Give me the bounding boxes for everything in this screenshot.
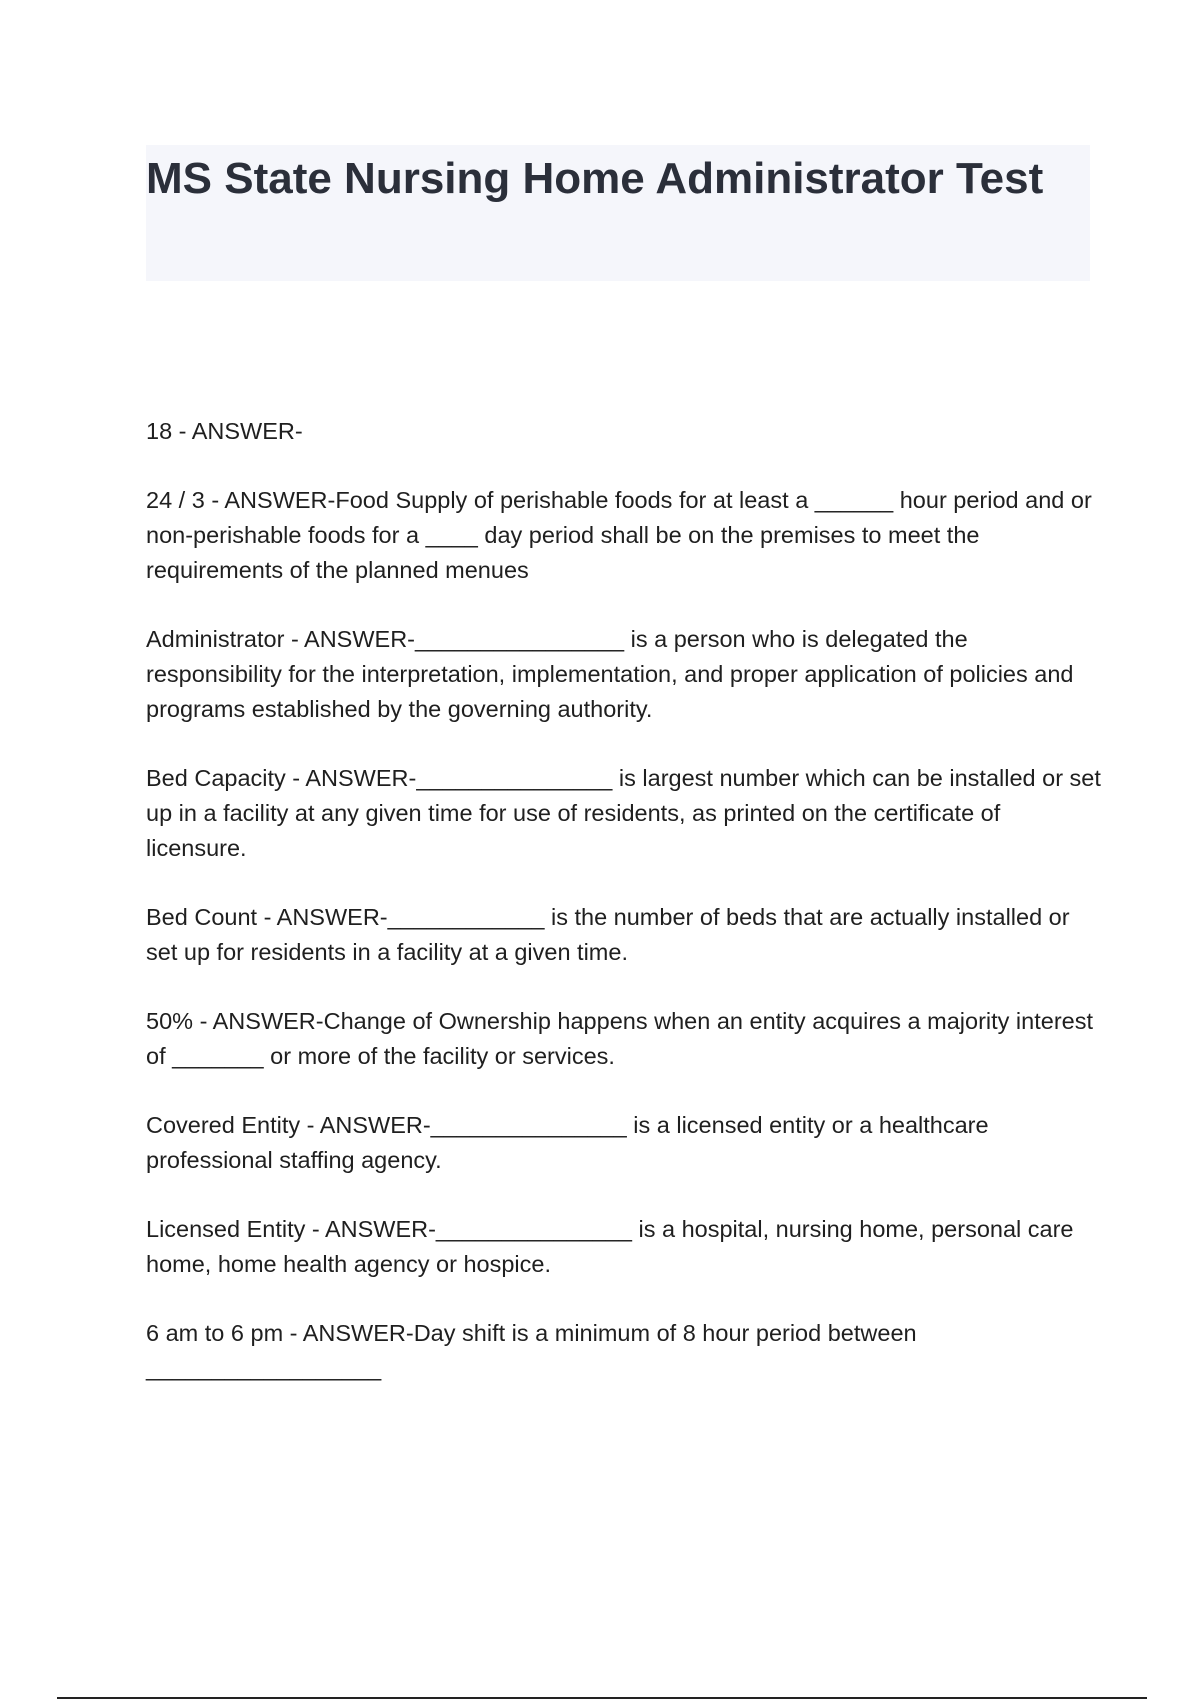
qa-entry: 24 / 3 - ANSWER-Food Supply of perishable foods for at least a ______ hour period and or non-perishable foods for a ____ day period shall be on the premises to meet the requirements of the planned menues [146, 487, 1099, 583]
footer-divider [57, 1697, 1147, 1699]
page-title: MS State Nursing Home Administrator Test [146, 154, 1044, 203]
title-block [146, 145, 1090, 281]
qa-entry: Administrator - ANSWER-________________ is a person who is delegated the responsibility for the interpretation, implementation, and proper application of policies and programs established by the governing authority. [146, 626, 1081, 722]
qa-entry: 6 am to 6 pm - ANSWER-Day shift is a minimum of 8 hour period between __________________ [146, 1320, 924, 1381]
qa-entry: Bed Count - ANSWER-____________ is the number of beds that are actually installed or set up for residents in a facility at a given time. [146, 904, 1077, 965]
qa-entry: Covered Entity - ANSWER-_______________ is a licensed entity or a healthcare professional staffing agency. [146, 1112, 996, 1173]
qa-entry: Bed Capacity - ANSWER-_______________ is largest number which can be installed or set up in a facility at any given time for use of residents, as printed on the certificate of licensure. [146, 765, 1108, 861]
qa-entry: Licensed Entity - ANSWER-_______________ is a hospital, nursing home, personal care home, home health agency or hospice. [146, 1216, 1081, 1277]
qa-entry: 50% - ANSWER-Change of Ownership happens when an entity acquires a majority interest of _______ or more of the facility or services. [146, 1008, 1100, 1069]
qa-list [146, 414, 1106, 1420]
qa-entry: 18 - ANSWER- [146, 418, 303, 444]
